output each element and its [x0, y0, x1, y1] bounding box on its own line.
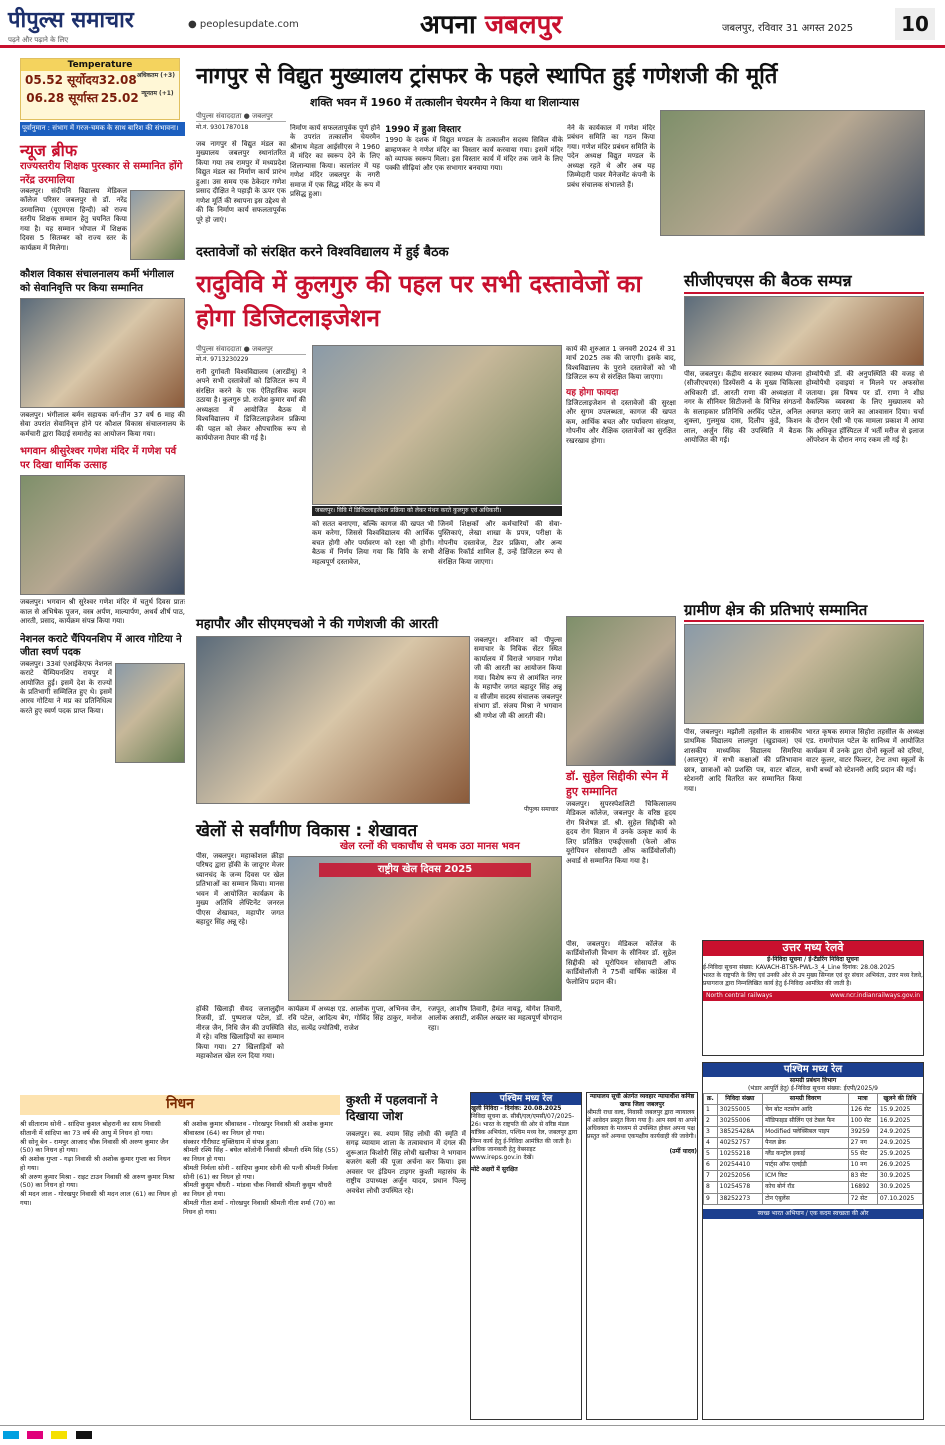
rdvv-col-2	[312, 520, 434, 610]
sports-subtitle: खेल रत्नों की चकाचौंध से चमक उठा मानस भवन	[340, 841, 520, 852]
tender-cell: 55 सेट	[848, 1149, 877, 1160]
weather-row-1	[21, 71, 179, 89]
tender-cell: 126 सेट	[848, 1104, 877, 1115]
kushti-col	[346, 1130, 466, 1420]
tender-cell: 38525428A	[717, 1126, 762, 1137]
rdvv-body-3: जिनमें शिक्षकों और कर्मचारियों की सेवा-पुस्तिकाएं, लेखा शाखा के प्रपत्र, परीक्षा के गोपनीय दस्तावेज, टेंडर प्रक्रिया, और अन्य शैक्षिक रिकॉर्ड शामिल हैं, उन्हें डिजिटल रूप से संरक्षित किया जाएगा।	[438, 520, 562, 566]
tender-cell: 27 नग	[848, 1138, 877, 1149]
brief-1-photo	[130, 190, 185, 260]
lead-title: नागपुर से विद्युत मुख्यालय ट्रांसफर के पहले स्थापित हुई गणेशजी की मूर्ति	[196, 64, 778, 89]
tender-table	[703, 1093, 923, 1205]
gramin-col-1	[684, 728, 802, 928]
rdvv-col-1	[196, 368, 306, 578]
ncr-ad-header: उत्तर मध्य रेलवे	[703, 941, 923, 956]
tender-row	[704, 1182, 923, 1193]
nidhan-list	[20, 1120, 340, 1420]
sports-banner: राष्ट्रीय खेल दिवस 2025	[319, 863, 531, 877]
magenta-swatch	[27, 1431, 43, 1439]
lead-col-4-text: नेने के कार्यकाल में गणेश मंदिर प्रबंधन समिति का गठन किया गया। गणेश मंदिर प्रबंधन समिति के पदेन अध्यक्ष विद्युत मण्डल के अध्यक्ष रहते थे और अब यह जिम्मेदारी पावर मैनेजमेंट कंपनी के प्रबंध संचालक संभालते हैं।	[567, 124, 655, 189]
rdvv-photo	[312, 345, 562, 505]
rdvv-body-2: को सतत बनाएगा, बल्कि कागज की खपत भी कम करेगा, जिससे विश्वविद्यालय की आर्थिक बचत होगी और पर्यावरण को रक्षा भी होगी। बैठक में निर्णय लिया गया कि विवि के सभी महत्वपूर्ण दस्तावेज,	[312, 520, 434, 566]
tender-row	[704, 1171, 923, 1182]
rdvv-byline: पीपुल्स संवाददाता ● जबलपुर	[196, 345, 306, 355]
sports-title: खेलों से सर्वांगीण विकास : शेखावत	[196, 821, 418, 841]
sports-col-5	[566, 940, 676, 1090]
tender-cell: 5	[704, 1149, 718, 1160]
rdvv-body-4: कार्य की शुरुआत 1 जनवरी 2024 से 31 मार्च 2025 तक की जाएगी। इसके बाद, विश्वविद्यालय के पुराने दस्तावेजों को भी डिजिटल रूप से संरक्षित किया जाएगा।	[566, 345, 676, 382]
tender-header-row	[704, 1093, 923, 1104]
gramin-body-2: भारत कृषक समाज सिहोरा तहसील के अध्यक्ष एड. रामगोपाल पटेल के सानिध्य में आयोजित कार्यक्रम में उनके द्वारा दोनों स्कूलों को दरियां, वाटर कूलर, वाटर फिल्टर, टेन्ट तथा स्कूलों के सभी बच्चों को स्टेशनरी आदि प्रदान की गई।	[806, 728, 924, 774]
tender-cell: 9	[704, 1193, 718, 1204]
wcr-ad-2-ref: (भंडार आपूर्ति हेतु) ई-निविदा सूचना संख्या: ईएपी/2025/9	[747, 1084, 879, 1092]
mayor-photo	[196, 636, 470, 804]
wcr-ad-2-footer: स्वच्छ भारत अभियान / एक कदम स्वच्छता की ओर	[703, 1209, 923, 1219]
page-number: 10	[895, 8, 935, 40]
tender-cell: 30.9.2025	[877, 1171, 922, 1182]
nidhan-item: श्री सोनू बेन - रामपुर आजाद चौक निवासी श्री अरुण कुमार जैन (50) का निधन हो गया।	[20, 1137, 169, 1155]
tender-cell: 7	[704, 1171, 718, 1182]
tender-col-header: खुलने की तिथि	[877, 1093, 922, 1104]
ncr-website[interactable]: www.ncr.indianrailways.gov.in	[829, 992, 920, 1000]
tender-cell: 83 सेट	[848, 1171, 877, 1182]
nidhan-item: श्रीमती कुसुम चौधरी - मांडवा चौक निवासी श्रीमती कुसुम चौधरी का निधन हो गया।	[183, 1181, 332, 1199]
tender-col-header: निविदा संख्या	[717, 1093, 762, 1104]
tender-cell: ग्लैंड कन्ट्रोल इकाई	[763, 1149, 849, 1160]
weather-box	[20, 58, 180, 120]
lead-col-1-text: जब नागपुर से विद्युत मंडल का मुख्यालय जबलपुर स्थानांतरित किया गया तब रामपुर में मध्यप्रदेश विद्युत मंडल का निर्माण कार्य प्रारंभ हुआ। उस समय एक ठेकेदार गणेश प्रसाद दीक्षित ने पहाड़ी के ऊपर एक गणेश मूर्ति की स्थापना इस उद्देश्य से की कि निर्माण कार्य सफलतापूर्वक पूरे हो जाएं।	[196, 140, 286, 224]
brief-3-body: जबलपुर। भगवान श्री सुरेश्वर गणेश मंदिर में चतुर्थ दिवस प्रातः काल से अभिषेक पूजन, वस्त्र अर्पण, माल्यार्पण, अथर्व शीर्ष पाठ, आरती, प्रसाद, कार्यक्रम संपन्न किया गया।	[20, 598, 185, 626]
wcr-ad-1-footer: मोटे अक्षरों में सुरक्षित	[471, 1165, 518, 1173]
brief-2-body: जबलपुर। भंगीलाल बर्मन सहायक वर्ग-तीन 37 वर्ष 6 माह की सेवा उपरांत सेवानिवृत्त होने पर कौशल विकास संचालनालय के कर्मचारी द्वारा विदाई समारोह का आयोजन किया गया।	[20, 411, 185, 438]
ncr-ad	[702, 940, 924, 1056]
gramin-photo	[684, 624, 924, 724]
ncr-brand: North central railways	[706, 992, 773, 1000]
lead-subtitle: शक्ति भवन में 1960 में तत्कालीन चेयरमैन ने किया था शिलान्यास	[310, 96, 580, 109]
brief-4-head: नेशनल कराटे चैंपियनशिप में आरव गोटिया ने जीता स्वर्ण पदक	[20, 633, 182, 659]
tender-cell: 72 सेट	[848, 1193, 877, 1204]
tender-row	[704, 1138, 923, 1149]
tender-cell: 39259	[848, 1126, 877, 1137]
tender-cell: ICM किट	[763, 1171, 849, 1182]
tender-col-header: सामग्री विवरण	[763, 1093, 849, 1104]
wcr-ad-1	[470, 1092, 582, 1420]
court-notice-body: श्रीमती राधा वल्द, निवासी जबलपुर द्वारा न्यायालय में आवेदन प्रस्तुत किया गया है। आप स्वयं या अपने अधिवक्ता के माध्यम से उपस्थित होकर अपना पक्ष प्रस्तुत करें अन्यथा एकपक्षीय कार्यवाही की जावेगी।	[587, 1109, 697, 1141]
tender-cell: 20254410	[717, 1160, 762, 1171]
doctor-body: जबलपुर। सुपरस्पेशलिटी चिकित्सालय मेडिकल कॉलेज, जबलपुर के वरिष्ठ हृदय रोग विशेषज्ञ डॉ. श्री. सुहेल सिद्दीकी को हृदय रोग विज्ञान में उनके उत्कृष्ट कार्य के लिए प्रतिष्ठित एफईएससी (फेलो ऑफ यूरोपियन सोसायटी ऑफ कार्डियोलॉजी) अवार्ड से सम्मानित किया गया है।	[566, 800, 676, 865]
rdvv-body-5: डिजिटलाइजेशन से दस्तावेजों की सुरक्षा और सुगम उपलब्धता, कागज की खपत कम, आर्थिक बचत और पर्यावरण संरक्षण, गोपनीय और शैक्षिक दस्तावेजों का सुरक्षित रखरखाव होगा।	[566, 398, 676, 445]
temp-min-label: न्यूनतम (+1)	[141, 90, 174, 98]
tender-cell: 30.9.2025	[877, 1182, 922, 1193]
tender-cell: 3	[704, 1126, 718, 1137]
tender-cell: 4	[704, 1138, 718, 1149]
black-swatch	[76, 1431, 92, 1439]
brief-3-photo	[20, 475, 185, 595]
tender-cell: 100 सेट	[848, 1115, 877, 1126]
cghs-body-2: होम्योपैथी डॉ. की अनुपस्थिति की वजह से होम्योपैथी दवाइयां न मिलने पर अफसोस जताया। इस विषय पर डॉ. राणा ने शीघ्र वैकल्पिक व्यवस्था के लिए मुख्यालय को अवगत कराए जाने का आश्वासन दिया। चर्चा के दौरान ऐसी भी एक मामला प्रकाश में आया कि अधिकृत हॉस्पिटल में भर्ती मरीज से इलाज ऑपरेशन के दौरान नगद रकम ली गई है।	[806, 370, 924, 445]
tender-cell: 6	[704, 1160, 718, 1171]
lead-col-1	[196, 140, 286, 236]
mayor-col	[474, 636, 562, 804]
temp-max-label: अधिकतम (+3)	[136, 72, 175, 80]
nidhan-item: श्रीमती निर्मला सोनी - सांदिपा कुमार सोनी की पत्नी श्रीमती निर्मला सोनी (61) का निधन हो गया।	[183, 1163, 338, 1181]
weather-row-2	[21, 89, 179, 107]
tender-cell: 40252757	[717, 1138, 762, 1149]
wcr-ad-1-body: निविदा सूचना क्र. सीबी/एल/एमसी/07/2025-26। भारत के राष्ट्रपति की ओर से वरिष्ठ मंडल यांत्रिक अभियंता, पश्चिम मध्य रेल, जबलपुर द्वारा निम्न कार्य हेतु ई-निविदा आमंत्रित की जाती है। अधिक जानकारी हेतु वेबसाइट www.ireps.gov.in देखें।	[471, 1113, 578, 1161]
kushti-body: जबलपुर। स्व. श्याम सिंह लोधी की स्मृति में सगढ़ व्यायाम शाला के तत्वावधान में दंगल की शुरूआत किशोरी सिंह लोधी खलीफा ने भगवान बजरंग बली की पूजा अर्चना कर किया। इस अवसर पर इंडियन टाइगर कुश्ती महासंघ के राष्ट्रीय उपाध्यक्ष अर्जुन यादव, प्रधान पिल्लू अवधेश लोधी उपस्थित रहे।	[346, 1130, 466, 1195]
court-notice-sign: (उर्मी यादव)	[669, 1147, 697, 1155]
news-brief-label: न्यूज ब्रीफ	[20, 141, 78, 160]
lead-sub-2: 1990 में हुआ विस्तार	[385, 125, 461, 135]
lead-mobile: मो.नं. 9301787018	[196, 124, 249, 131]
rdvv-col-4	[566, 345, 676, 610]
nidhan-item: श्रीमती गीता शर्मा - गोरखपुर निवासी श्रीमती गीता शर्मा (70) का निधन हो गया।	[183, 1198, 335, 1216]
tender-row	[704, 1104, 923, 1115]
brief-1-body: जबलपुर। संदीपनि विद्यालय मेडिकल कॉलेज परिसर जबलपुर से डॉ. नरेंद्र उरमालिया (यूएमएस हिन्दी) को राज्य स्तरीय शिक्षक सम्मान हेतु चयनित किया गया है। यह सम्मान भोपाल में शिक्षक दिवस 5 सितम्बर को राज्य स्तर के कार्यक्रम में मिलेगा।	[20, 187, 127, 252]
court-notice	[586, 1092, 698, 1420]
cyan-swatch	[3, 1431, 19, 1439]
tender-cell: 10 नग	[848, 1160, 877, 1171]
sports-col-4	[428, 1005, 562, 1083]
gramin-col-2	[806, 728, 924, 928]
rdvv-title: रादुविवि में कुलगुरु की पहल पर सभी दस्तावेजों का होगा डिजिटलाइजेशन	[196, 270, 642, 332]
sports-body-3: कार्यक्रम में अध्यक्ष एड. आलोक गुप्ता, अभिनव जैन, रवि पटेल, आदित्य बेग, गोविंद सिंह ठाकुर, मनोज सेठ, सत्येंद्र ज्योतिषी, राजेश	[288, 1005, 422, 1032]
rdvv-body: रानी दुर्गावती विश्वविद्यालय (आरडीयू) ने अपने सभी दस्तावेजों को डिजिटल रूप में संरक्षित करने के एक ऐतिहासिक कदम उठाया है। कुलगुरु प्रो. राजेश कुमार वर्मा की अध्यक्षता में आयोजित बैठक में विश्वविद्यालय में डिजिटलाइजेशन प्रक्रिया की पहल को लेकर औपचारिक रूप से कार्ययोजना तैयार की गई है।	[196, 368, 306, 443]
brief-1-head: राज्यस्तरीय शिक्षक पुरस्कार से सम्मानित होंगे नरेंद्र उरमालिया	[20, 161, 183, 186]
brief-3-head: भगवान श्रीसुरेश्वर गणेश मंदिर में गणेश पर्व पर दिखा धार्मिक उत्साह	[20, 446, 177, 471]
wcr-ad-1-header: पश्चिम मध्य रेल	[471, 1093, 581, 1105]
tender-cell: 07.10.2025	[877, 1193, 922, 1204]
nidhan-item: संस्कार गौरीघाट मुक्तिधाम में संपन्न हुआ।	[183, 1137, 279, 1146]
dateline: जबलपुर, रविवार 31 अगस्त 2025	[722, 23, 854, 34]
tender-row	[704, 1115, 923, 1126]
page-title-a: अपना	[420, 10, 476, 40]
rdvv-caption: जबलपुर। विवि में डिजिटलाइजेशन प्रक्रिया को लेकर मंथन करते कुलगुरु एवं अधिकारी।	[312, 506, 562, 516]
mayor-body: जबलपुर। शनिवार को पीपुल्स समाचार के निविक सेंटर स्थित कार्यालय में विराजे भगवान गणेश जी की आरती का आयोजन किया गया। विशेष रूप से आमंत्रित नगर के महापौर जगत बहादुर सिंह अन्नू व सीजीम सदस्य संचालक जबलपुर संभाग डॉ. संजय मिश्रा ने भगवान श्री गणेश जी की आरती की।	[474, 636, 562, 720]
tender-col-header: क्र.	[704, 1093, 718, 1104]
mayor-credit: पीपुल्स समाचार	[524, 806, 559, 813]
doctor-title: डॉ. सुहेल सिद्दीकी स्पेन में हुए सम्मानित	[566, 770, 668, 798]
website-link[interactable]: ● peoplesupdate.com	[188, 19, 299, 30]
nidhan-header: निधन	[20, 1095, 340, 1115]
cghs-title: सीजीएचएस की बैठक सम्पन्न	[684, 270, 924, 294]
lead-col-2	[290, 124, 380, 236]
cghs-col-1	[684, 370, 802, 590]
tender-cell: 24.9.2025	[877, 1138, 922, 1149]
sports-body-4: रजपूत, आशीष तिवारी, हैमंत नायडू, योगेश तिवारी, आलोक असाटी, शकील अख्तर का महत्वपूर्ण योगदान रहा।	[428, 1005, 562, 1032]
tender-row	[704, 1193, 923, 1204]
wcr-ad-1-title: खुली निविदा - दिनांक: 20.08.2025	[471, 1105, 562, 1113]
rdvv-col-3	[438, 520, 562, 610]
sports-body-2: हॉकी खिलाड़ी सैयद जलालुद्दीन रिजवी, डॉ. पुष्पराज पटेल, डॉ. नीरज जैन, निधि जैन की उपस्थिति में रहे। वरिष्ठ खिलाड़ियों का सम्मान किया गया। 27 खिलाड़ियों को महाकोशल खेल रत्न दिया गया।	[196, 1005, 284, 1061]
sports-body-5: पीस, जबलपुर। मेडिकल कॉलेज के कार्डियोलॉजी विभाग के सीनियर डॉ. सुहेल सिद्दीकी को यूरोपियन सोसायटी ऑफ कार्डियोलॉजी ने 75वीं वार्षिक कांफ्रेंस में फेलोशिप प्रदान की।	[566, 940, 676, 986]
forecast: पूर्वानुमान : संभाग में गरज-चमक के साथ बारिश की संभावना।	[20, 122, 185, 136]
page-title-b: जबलपुर	[484, 10, 563, 40]
yellow-swatch	[51, 1431, 67, 1439]
tender-cell: Modified फ्लेक्सिबल पाइप	[763, 1126, 849, 1137]
temp-min: 25.02	[100, 91, 139, 106]
doctor-photo	[566, 616, 676, 766]
tender-cell: 24.9.2025	[877, 1126, 922, 1137]
gramin-body: पीस, जबलपुर। मझौली तहसील के शासकीय प्राथमिक विद्यालय लालपुरा (खुडावल) एवं शासकीय माध्यमिक विद्यालय सिमरिया (आलपुर) में सभी कक्षाओं की प्रतिभावान छात्र, छात्राओं को प्रशस्ति पत्र, वाटर बॉटल, स्टेशनरी आदि वितरित कर सम्मानित किया गया।	[684, 728, 802, 793]
tender-cell: 16892	[848, 1182, 877, 1193]
cghs-body: पीस, जबलपुर। केंद्रीय सरकार स्वास्थ्य योजना (सीजीएचएस) डिस्पेंसरी 4 के मुख्य चिकित्सा अधिकारी डॉ. आरती राणा की अध्यक्षता में नगर के सीनियर सिटीजनों के विभिन्न संगठनों के सलाहकार प्रतिनिधि अरविंद पटेल, अनिल शुक्ला, गुलमुख दास, दिलीप कुंडे, किशन लाल, अर्जुन सिंह की उपस्थिति में बैठक आयोजित की गई।	[684, 370, 802, 445]
brief-4-photo	[115, 663, 185, 763]
sports-photo	[288, 856, 562, 1001]
sports-col-2	[196, 1005, 284, 1083]
rdvv-kicker: दस्तावेजों को संरक्षित करने विश्वविद्यालय में हुई बैठक	[196, 245, 449, 260]
tender-cell: चेन बोट नटसोन आदि	[763, 1104, 849, 1115]
tender-body	[704, 1104, 923, 1204]
tender-cell: 10254578	[717, 1182, 762, 1193]
doctor-col	[566, 800, 676, 935]
print-color-bar	[0, 1425, 945, 1445]
gramin-title: ग्रामीण क्षेत्र की प्रतिभाएं सम्मानित	[684, 600, 924, 622]
lead-col-4	[567, 124, 655, 236]
tender-cell: 15.9.2025	[877, 1104, 922, 1115]
ncr-ad-ref: ई-निविदा सूचना संख्या: KAVACH-BTSR-PWL-3_4_Line दिनांक: 28.08.2025	[703, 963, 895, 971]
temp-max: 32.08	[98, 73, 137, 88]
nidhan-item: श्रीमती रश्मि सिंह - बघेल कॉलोनी निवासी श्रीमती रश्मि सिंह (55) का निधन हो गया।	[183, 1146, 339, 1164]
website-text: peoplesupdate.com	[199, 19, 299, 30]
mayor-title: महापौर और सीएमएचओ ने की गणेशजी की आरती	[196, 617, 439, 632]
sunrise: 05.52 सूर्योदय	[25, 73, 99, 88]
brief-2-photo	[20, 298, 185, 408]
nidhan-item: श्री अशोक कुमार श्रीवास्तव - गोरखपुर निवासी श्री अशोक कुमार श्रीवास्तव (64) का निधन हो गया।	[183, 1120, 333, 1137]
sports-col-3	[288, 1005, 422, 1083]
temple-photo	[660, 110, 925, 236]
lead-col-2-text: निर्माण कार्य सफलतापूर्वक पूर्ण होने के उपरांत तत्कालीन चेयरमैन श्रीनाथ मेहता आईसीएस ने 1960 में मंदिर का स्वरूप देने के लिए शिलान्यास किया। कालांतर में यह गणेश मंदिर जबलपुर के नगरी समाज में एक सिद्ध मंदिर के रूप में प्रसिद्ध हुआ।	[290, 124, 380, 199]
lead-byline: पीपुल्स संवाददाता ● जबलपुर	[196, 112, 286, 122]
brief-2-head: कौशल विकास संचालनालय कर्मी भंगीलाल को सेवानिवृत्ति पर किया सम्मानित	[20, 269, 174, 294]
weather-title: Temperature	[21, 59, 179, 71]
tender-cell: 26.9.2025	[877, 1160, 922, 1171]
kushti-title: कुश्ती में पहलवानों ने दिखाया जोश	[346, 1093, 438, 1124]
logo-text: पीपुल्स समाचार	[8, 7, 134, 33]
tender-cell: 38252273	[717, 1193, 762, 1204]
ncr-ad-body: भारत के राष्ट्रपति के लिए एवं उनकी ओर से उप मुख्य सिग्नल एवं दूर संचार अभियंता, उत्तर मध्य रेलवे, प्रयागराज द्वारा निम्नलिखित कार्य हेतु ई-निविदा आमंत्रित की जाती है।	[703, 972, 923, 988]
cghs-col-2	[806, 370, 924, 590]
tender-row	[704, 1160, 923, 1171]
nidhan-item: श्री अशोक गुप्ता - गढ़ा निवासी श्री अशोक कुमार गुप्ता का निधन हो गया।	[20, 1155, 171, 1172]
tender-cell: 20252056	[717, 1171, 762, 1182]
tender-cell: पार्ट्स ऑफ एलईडी	[763, 1160, 849, 1171]
sunset: 06.28 सूर्यास्त	[26, 91, 99, 106]
logo-tagline: पढ़ने और पढ़ाने के लिए	[8, 35, 69, 44]
wcr-ad-2-header: पश्चिम मध्य रेल	[703, 1063, 923, 1077]
tender-cell: पैनल ब्रेक	[763, 1138, 849, 1149]
tender-cell: 2	[704, 1115, 718, 1126]
tender-cell: 16.9.2025	[877, 1115, 922, 1126]
tender-cell: मॉडिफाइड सीलिंग एवं टेबल फैन	[763, 1115, 849, 1126]
page-title	[420, 8, 562, 43]
nidhan-item: श्री मदन लाल - गोरखपुर निवासी श्री मदन लाल (61) का निधन हो गया।	[20, 1190, 177, 1207]
tender-cell: 10255218	[717, 1149, 762, 1160]
nidhan-item: श्री सीताराम सोनी - सांदिपा कुशल बोहरानी का साथ निवासी सीतानी में सांदिपा का 73 वर्ष की आयु में निधन हो गया।	[20, 1120, 161, 1137]
lead-col-3	[385, 124, 563, 236]
brief-4-body: जबलपुर। 33वां एआईकेएफ नेशनल कराटे चैम्पियनशिप रायपुर में आयोजित हुई। इसमें देश के राज्यों के प्रतिभागी सम्मिलित हुए थे। इसमें आरव गोटिया ने मप्र का प्रतिनिधित्व करते हुए स्वर्ण पदक प्राप्त किया।	[20, 659, 112, 715]
court-notice-header: न्यायालय सूची अंतर्गत व्यवहार न्यायाधीश कनिष्ठ खण्ड जिला जबलपुर	[589, 1093, 695, 1109]
tender-cell: 8	[704, 1182, 718, 1193]
nidhan-item: श्री अरुण कुमार मिश्रा - राइट टाउन निवासी श्री अरुण कुमार मिश्रा (50) का निधन हो गया।	[20, 1172, 175, 1190]
tender-row	[704, 1126, 923, 1137]
cghs-photo	[684, 296, 924, 366]
news-brief-column	[20, 160, 185, 1090]
tender-cell: 25.9.2025	[877, 1149, 922, 1160]
rdvv-sub: यह होगा फायदा	[566, 387, 619, 398]
wcr-ad-2-subheader: सामग्री प्रबंधन विभाग	[789, 1076, 837, 1084]
tender-cell: 30255006	[717, 1115, 762, 1126]
sports-col-1	[196, 852, 284, 1002]
newspaper-logo	[8, 6, 134, 45]
tender-cell: टोन एंबुलेंस	[763, 1193, 849, 1204]
ncr-ad-title: ई-निविदा सूचना / ई-टेंडरिंग निविदा सूचना	[767, 955, 859, 963]
tender-cell: 30255005	[717, 1104, 762, 1115]
sports-body-1: पीस, जबलपुर। महाकोशल क्रीड़ा परिषद द्वारा हॉकी के जादूगर मेजर ध्यानचंद के जन्म दिवस पर खेल प्रतिभाओं का सम्मान किया। मानस भवन में आयोजित कार्यक्रम के मुख्य अतिथि लेफ्टिनेंट जनरल पीएस शेखावत, महापौर जगत बहादुर सिंह अन्नू रहे।	[196, 852, 284, 927]
tender-cell: 1	[704, 1104, 718, 1115]
tender-row	[704, 1149, 923, 1160]
rdvv-mobile: मो.नं. 9713230229	[196, 356, 249, 363]
tender-col-header: मात्रा	[848, 1093, 877, 1104]
ncr-ad-footer	[703, 991, 923, 1001]
tender-cell: कोच बोर्न रॉड	[763, 1182, 849, 1193]
wcr-ad-2	[702, 1062, 924, 1420]
lead-col-3-text: 1990 के दशक में विद्युत मण्डल के तत्कालीन सदस्य सिविल वीके ब्राम्हणकर ने गणेश मंदिर का विस्तार कार्य करवाया गया। इसमें मंदिर को व्यापक स्वरूप मिला। इस विस्तार कार्य में मंदिर तक जाने के लिए पक्की सीढ़ियां और एक सभागार बनवाया गया।	[385, 136, 563, 173]
